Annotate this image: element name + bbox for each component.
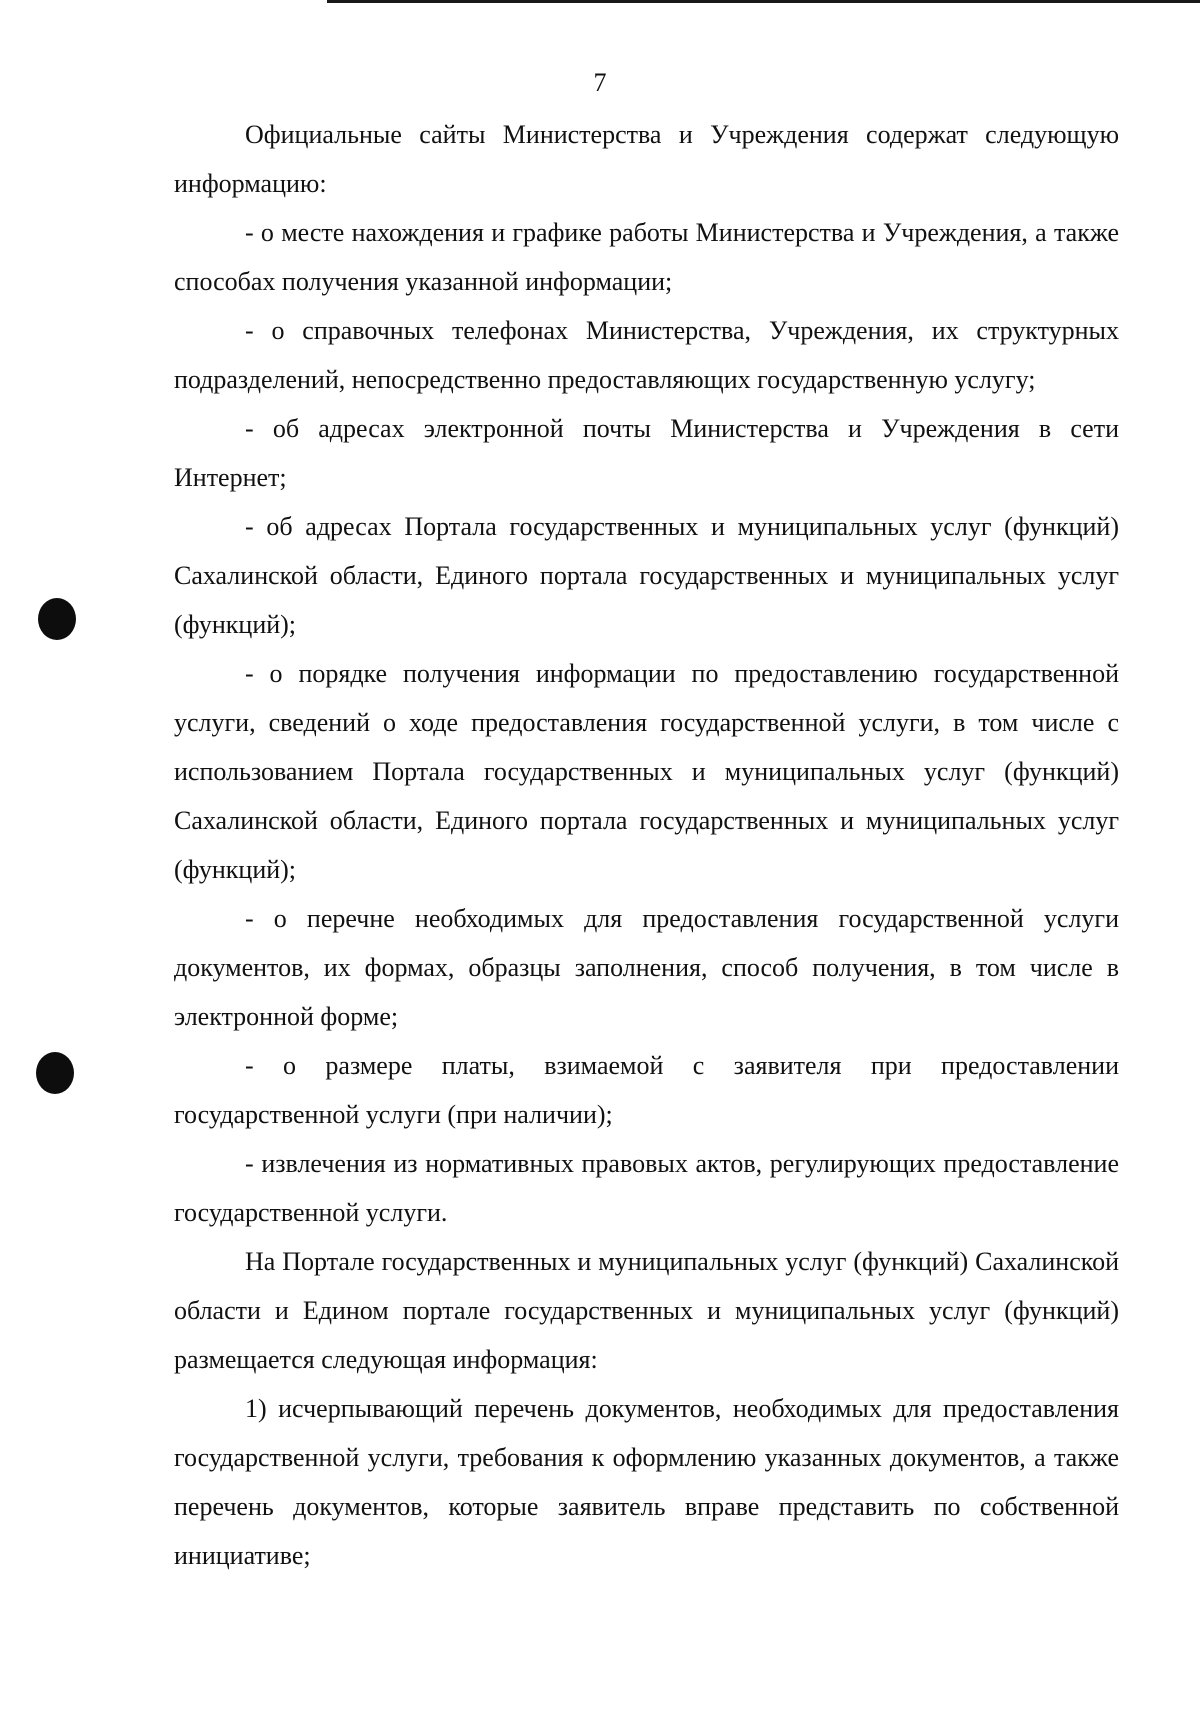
paragraph-intro: Официальные сайты Министерства и Учреждения содержат следующую информацию: — [174, 120, 1119, 198]
list-item: - об адресах электронной почты Министерства и Учреждения в сети Интернет; — [174, 414, 1119, 492]
document-body — [174, 110, 1119, 1580]
list-item: - о порядке получения информации по предоставлению государственной услуги, сведений о ходе предоставления государственной услуги, в том числе с использованием Портала государственных и муниципальных услуг (функций) Сахалинской области, Единого портала государственных и муниципальных услуг (функций); — [174, 659, 1119, 884]
page-number: 7 — [593, 68, 607, 97]
list-item: - о месте нахождения и графике работы Министерства и Учреждения, а также способах получения указанной информации; — [174, 218, 1119, 296]
list-item: - о справочных телефонах Министерства, Учреждения, их структурных подразделений, непосредственно предоставляющих государственную услугу; — [174, 316, 1119, 394]
punch-hole-mark — [36, 1052, 74, 1094]
list-item: - о перечне необходимых для предоставления государственной услуги документов, их формах, образцы заполнения, способ получения, в том числе в электронной форме; — [174, 904, 1119, 1031]
numbered-item: 1) исчерпывающий перечень документов, необходимых для предоставления государственной услуги, требования к оформлению указанных документов, а также перечень документов, которые заявитель вправе представить по собственной инициативе; — [174, 1394, 1119, 1570]
punch-hole-mark — [38, 598, 76, 640]
list-item: - об адресах Портала государственных и муниципальных услуг (функций) Сахалинской области, Единого портала государственных и муниципальных услуг (функций); — [174, 512, 1119, 639]
paragraph-portal-info: На Портале государственных и муниципальных услуг (функций) Сахалинской области и Едином портале государственных и муниципальных услуг (функций) размещается следующая информация: — [174, 1247, 1119, 1374]
list-item: - о размере платы, взимаемой с заявителя при предоставлении государственной услуги (при наличии); — [174, 1051, 1119, 1129]
list-item: - извлечения из нормативных правовых актов, регулирующих предоставление государственной услуги. — [174, 1149, 1119, 1227]
top-scan-rule — [327, 0, 1200, 3]
